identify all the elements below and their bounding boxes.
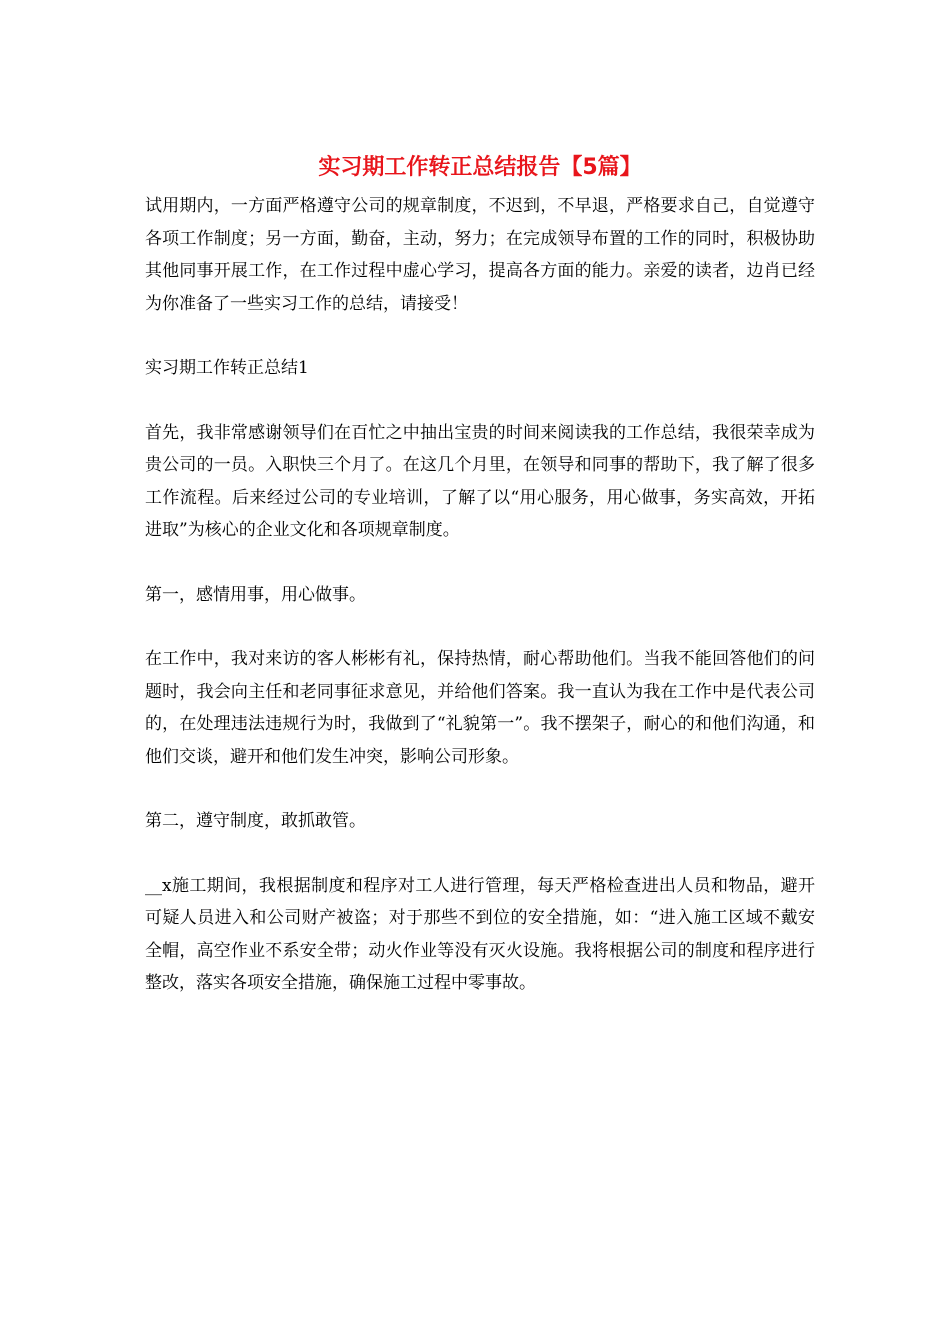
intro-paragraph: 试用期内，一方面严格遵守公司的规章制度，不迟到，不早退，严格要求自己，自觉遵守各项工作制度；另一方面，勤奋，主动，努力；在完成领导布置的工作的同时，积极协助其他同事开展工作，在工作过程中虚心学习，提高各方面的能力。亲爱的读者，边肖已经为你准备了一些实习工作的总结，请接受！ bbox=[145, 196, 815, 314]
paragraph-spacer bbox=[145, 385, 815, 417]
body-paragraph: 首先，我非常感谢领导们在百忙之中抽出宝贵的时间来阅读我的工作总结，我很荣幸成为贵公司的一员。入职快三个月了。在这几个月里，在领导和同事的帮助下，我了解了很多工作流程。后来经过公司的专业培训，了解了以“用心服务，用心做事，务实高效，开拓进取”为核心的企业文化和各项规章制度。 bbox=[145, 422, 815, 540]
section-heading: 实习期工作转正总结1 bbox=[145, 358, 309, 378]
paragraph-spacer bbox=[145, 838, 815, 870]
point-heading: 第一，感情用事，用心做事。 bbox=[145, 584, 366, 605]
paragraph-spacer bbox=[145, 611, 815, 643]
document-title: 实习期工作转正总结报告【5篇】 bbox=[318, 155, 642, 180]
paragraph-spacer bbox=[145, 320, 815, 352]
paragraph-spacer bbox=[145, 773, 815, 805]
paragraph-spacer bbox=[145, 547, 815, 579]
point-heading: 第二，遵守制度，敢抓敢管。 bbox=[145, 811, 366, 831]
document-page bbox=[145, 150, 815, 1000]
body-paragraph: 在工作中，我对来访的客人彬彬有礼，保持热情，耐心帮助他们。当我不能回答他们的问题时，我会向主任和老同事征求意见，并给他们答案。我一直认为我在工作中是代表公司的，在处理违法违规行为时，我做到了“礼貌第一”。我不摆架子，耐心的和他们沟通，和他们交谈，避开和他们发生冲突，影响公司形象。 bbox=[145, 649, 815, 767]
body-paragraph: __x施工期间，我根据制度和程序对工人进行管理，每天严格检查进出人员和物品，避开可疑人员进入和公司财产被盗；对于那些不到位的安全措施，如：“进入施工区域不戴安全帽，高空作业不系安全带；动火作业等没有灭火设施。我将根据公司的制度和程序进行整改，落实各项安全措施，确保施工过程中零事故。 bbox=[145, 875, 815, 993]
